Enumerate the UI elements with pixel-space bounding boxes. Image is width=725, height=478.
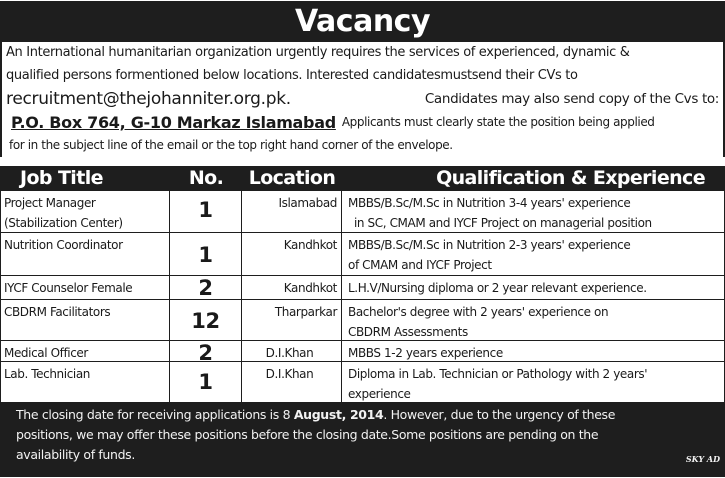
intro-text: for in the subject line of the email or the top right hand corner of the envelope.	[9, 138, 453, 152]
table-row	[0, 362, 725, 402]
intro-line-2	[6, 65, 719, 88]
qualification-line: of CMAM and IYCF Project	[348, 258, 492, 272]
column-header-job-title: Job Title	[20, 167, 103, 189]
qualification-line: Bachelor's degree with 2 years' experience on	[348, 305, 609, 319]
location-cell: D.I.Khan	[242, 341, 342, 361]
vacancy-table	[0, 166, 725, 402]
intro-text: An International humanitarian organization urgently requires the services of experienced, dynamic &	[6, 45, 630, 60]
job-title-line: Medical Officer	[4, 346, 88, 360]
job-title-line: CBDRM Facilitators	[4, 305, 111, 319]
column-header-location: Location	[248, 167, 336, 189]
job-title-line: Project Manager	[4, 196, 96, 210]
positions-count-cell: 1	[170, 233, 242, 275]
qualification-line: MBBS/B.Sc/M.Sc in Nutrition 2-3 years' experience	[348, 238, 631, 252]
job-title-cell	[1, 300, 170, 340]
job-title-line: Lab. Technician	[4, 367, 90, 381]
qualification-line: Diploma in Lab. Technician or Pathology with 2 years'	[348, 367, 648, 381]
column-header-number: No.	[188, 167, 224, 189]
footer-line-2: positions, we may offer these positions before the closing date.Some positions are pending on the	[16, 427, 599, 442]
location-cell: Kandhkot	[242, 233, 342, 275]
table-row	[0, 341, 725, 365]
qualification-cell	[342, 341, 724, 361]
job-title-line: Nutrition Coordinator	[4, 238, 123, 252]
positions-count-cell: 12	[170, 300, 242, 340]
job-title-cell	[1, 341, 170, 361]
job-title-line: (Stabilization Center)	[4, 216, 123, 230]
footer-text: . However, due to the urgency of these	[383, 407, 616, 422]
job-title-cell	[1, 362, 170, 402]
po-box-address: P.O. Box 764, G-10 Markaz Islamabad	[11, 113, 336, 132]
closing-date: August, 2014	[293, 407, 384, 422]
table-row	[0, 276, 725, 300]
qualification-line: experience	[348, 387, 411, 401]
qualification-line: L.H.V/Nursing diploma or 2 year relevant experience.	[348, 281, 647, 295]
closing-date-notice	[0, 402, 725, 477]
ad-title: Vacancy	[0, 1, 725, 42]
qualification-cell	[342, 362, 724, 402]
qualification-cell	[342, 233, 724, 275]
location-cell: Tharparkar	[242, 300, 342, 340]
qualification-line: MBBS 1-2 years experience	[348, 346, 503, 360]
intro-text: qualified persons formentioned below locations. Interested candidatesmustsend their CVs to	[6, 67, 578, 83]
intro-line-4	[6, 111, 719, 134]
positions-count-cell: 2	[170, 341, 242, 361]
column-header-qualification: Qualification & Experience	[436, 167, 705, 189]
footer-line-3: availability of funds.	[16, 447, 135, 462]
footer-text: The closing date for receiving applications is 8	[16, 407, 294, 422]
positions-count-cell: 1	[170, 191, 242, 232]
qualification-cell	[342, 300, 724, 340]
qualification-line: CBDRM Assessments	[348, 325, 468, 339]
job-title-cell	[1, 276, 170, 299]
job-title-line: IYCF Counselor Female	[4, 281, 133, 295]
intro-text: Candidates may also send copy of the Cvs to:	[424, 91, 719, 107]
footer-line-1	[16, 405, 715, 425]
job-title-cell	[1, 233, 170, 275]
agency-tag: SKY AD	[685, 454, 720, 464]
qualification-line: MBBS/B.Sc/M.Sc in Nutrition 3-4 years' experience	[348, 196, 631, 210]
intro-text: Applicants must clearly state the position being applied	[341, 115, 655, 129]
intro-paragraph	[0, 42, 725, 157]
table-row	[0, 233, 725, 276]
intro-line-5	[6, 134, 719, 157]
location-cell: Islamabad	[242, 191, 342, 232]
qualification-cell	[342, 276, 724, 299]
positions-count-cell: 1	[170, 362, 242, 402]
qualification-cell	[342, 191, 724, 232]
table-header	[0, 166, 725, 191]
email-link[interactable]: recruitment@thejohanniter.org.pk.	[6, 89, 291, 109]
location-cell: Kandhkot	[242, 276, 342, 299]
table-row	[0, 300, 725, 341]
intro-line-3	[6, 87, 719, 111]
positions-count-cell: 2	[170, 276, 242, 299]
intro-line-1	[6, 42, 719, 65]
qualification-line: in SC, CMAM and IYCF Project on managerial position	[354, 216, 652, 230]
table-row	[0, 191, 725, 233]
job-title-cell	[1, 191, 170, 232]
location-cell: D.I.Khan	[242, 362, 342, 402]
